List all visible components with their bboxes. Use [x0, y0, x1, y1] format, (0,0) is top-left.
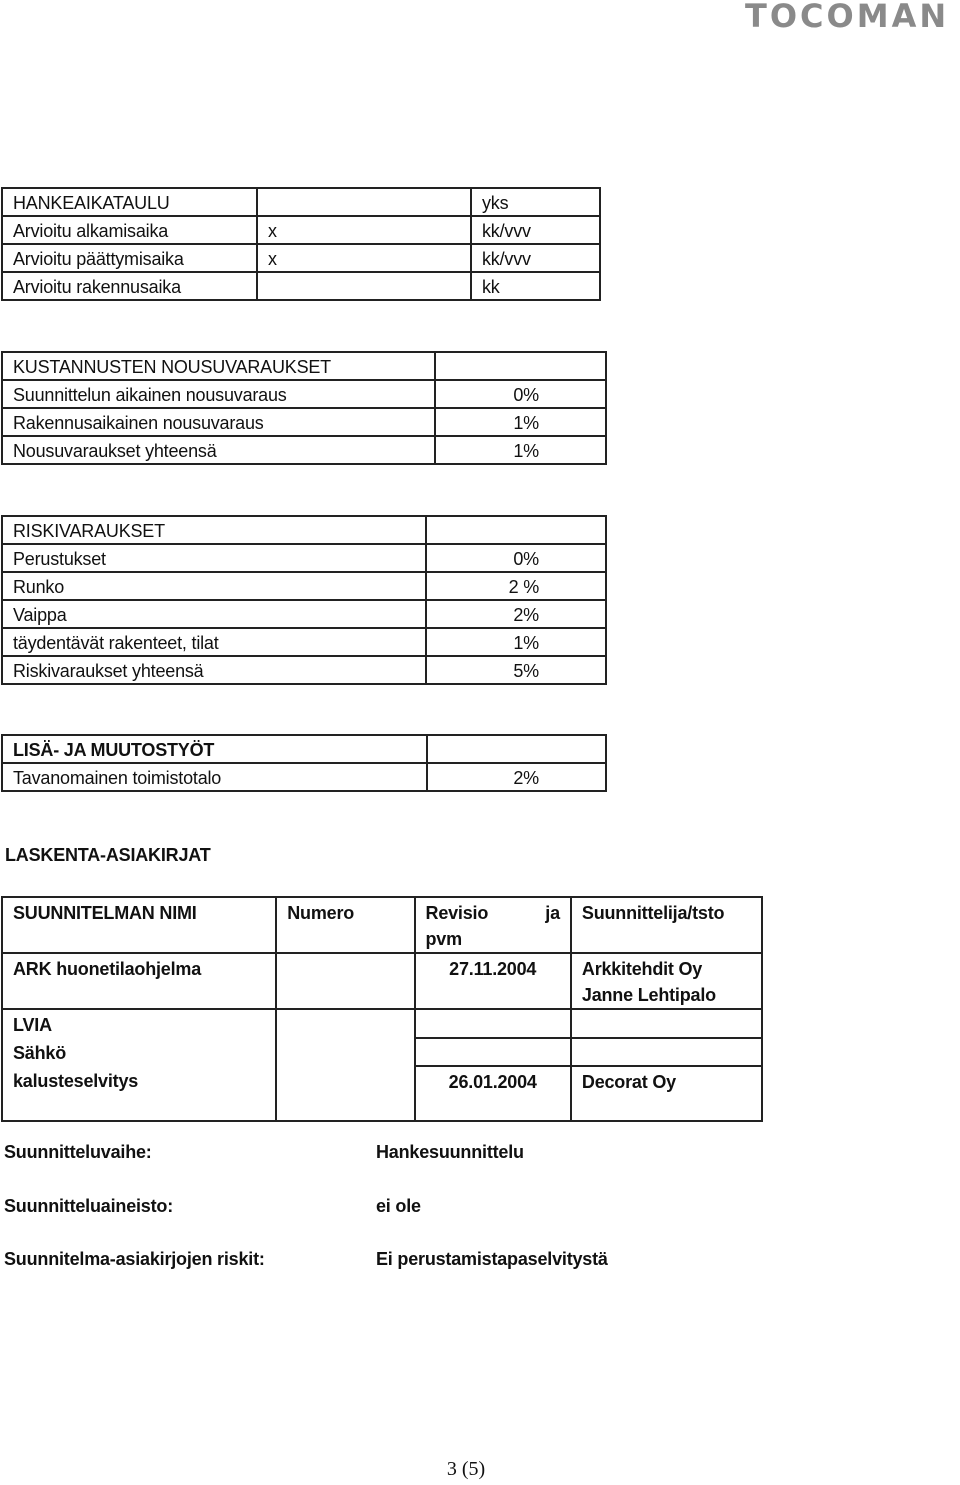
table-row	[2, 763, 606, 791]
info-row-risks	[4, 1249, 608, 1270]
table-cell: 0%	[435, 380, 606, 408]
table-row	[2, 572, 606, 600]
table-row	[2, 516, 606, 544]
document-name	[2, 1066, 276, 1121]
table-cell: 5%	[426, 656, 606, 684]
table-cell: HANKEAIKATAULU	[2, 188, 257, 216]
risk-reserves-section	[1, 515, 607, 685]
table-cell: 1%	[435, 436, 606, 464]
column-header-revision	[415, 897, 571, 953]
table-row	[2, 953, 762, 1009]
table-row	[2, 244, 600, 272]
table-row	[2, 628, 606, 656]
table-row	[2, 188, 600, 216]
table-cell: Vaippa	[2, 600, 426, 628]
info-label: Suunnitelma-asiakirjojen riskit:	[4, 1249, 265, 1269]
documents-table	[1, 896, 763, 1122]
document-name: LVIA	[2, 1009, 276, 1038]
table-row	[2, 436, 606, 464]
tocoman-logo	[745, 0, 960, 35]
info-label: Suunnitteluvaihe:	[4, 1142, 152, 1162]
table-row	[2, 1066, 762, 1121]
document-name-text: kalusteselvitys	[13, 1071, 139, 1091]
table-cell: x	[257, 216, 471, 244]
table-cell: 2 %	[426, 572, 606, 600]
table-row	[2, 544, 606, 572]
table-cell: 0%	[426, 544, 606, 572]
document-number	[276, 1038, 414, 1066]
document-revision	[415, 1038, 571, 1066]
document-name: Sähkö	[2, 1038, 276, 1066]
table-cell: 2%	[426, 600, 606, 628]
table-row	[2, 380, 606, 408]
info-value: Ei perustamistapaselvitystä	[376, 1249, 608, 1269]
page-number	[0, 1458, 960, 1481]
designer-line: Janne Lehtipalo	[581, 985, 716, 1005]
table-cell: 1%	[435, 408, 606, 436]
document-designer	[571, 953, 762, 1009]
table-row	[2, 272, 600, 300]
table-row	[2, 352, 606, 380]
document-number	[276, 1009, 414, 1038]
table-cell: Perustukset	[2, 544, 426, 572]
table-row	[2, 1038, 762, 1066]
table-row	[2, 600, 606, 628]
table-row	[2, 408, 606, 436]
document-designer	[571, 1038, 762, 1066]
table-header-row	[2, 897, 762, 953]
table-cell: Rakennusaikainen nousuvaraus	[2, 408, 435, 436]
table-cell: x	[257, 244, 471, 272]
table-cell: täydentävät rakenteet, tilat	[2, 628, 426, 656]
schedule-table	[1, 187, 601, 301]
section-title: LISÄ- JA MUUTOSTYÖT	[2, 735, 427, 763]
column-header-name: SUUNNITELMAN NIMI	[2, 897, 276, 953]
table-cell: Runko	[2, 572, 426, 600]
document-revision	[415, 1009, 571, 1038]
document-revision: 26.01.2004	[415, 1066, 571, 1121]
table-cell: 2%	[427, 763, 606, 791]
extra-work-table	[1, 734, 607, 792]
section-title: KUSTANNUSTEN NOUSUVARAUKSET	[2, 352, 435, 380]
info-value: ei ole	[376, 1196, 421, 1216]
revision-header-word: pvm	[425, 929, 462, 949]
document-name	[2, 953, 276, 1009]
info-label: Suunnitteluaineisto:	[4, 1196, 173, 1216]
revision-header-line	[426, 900, 560, 926]
table-cell: kk/vvv	[471, 216, 600, 244]
table-cell: 1%	[426, 628, 606, 656]
table-cell	[435, 352, 606, 380]
page-number-text: 3 (5)	[446, 1458, 486, 1480]
table-cell: Arvioitu alkamisaika	[2, 216, 257, 244]
table-cell: Arvioitu päättymisaika	[2, 244, 257, 272]
column-header-designer: Suunnittelija/tsto	[571, 897, 762, 953]
table-cell: yks	[471, 188, 600, 216]
cost-reserves-table	[1, 351, 607, 465]
document-revision: 27.11.2004	[415, 953, 571, 1009]
documents-heading: LASKENTA-ASIAKIRJAT	[5, 845, 211, 865]
document-name-text: ARK huonetilaohjelma	[13, 959, 202, 979]
table-cell	[257, 188, 471, 216]
logo-text: TOCOMAN	[745, 0, 950, 35]
table-row	[2, 656, 606, 684]
revision-header-word: ja	[545, 903, 560, 923]
table-cell	[257, 272, 471, 300]
table-cell: Riskivaraukset yhteensä	[2, 656, 426, 684]
extra-work-section	[1, 734, 607, 792]
table-row	[2, 1009, 762, 1038]
cost-reserves-section	[1, 351, 607, 465]
table-row	[2, 735, 606, 763]
table-row	[2, 216, 600, 244]
table-cell	[427, 735, 606, 763]
table-cell: Suunnittelun aikainen nousuvaraus	[2, 380, 435, 408]
info-row-material	[4, 1196, 421, 1217]
table-cell: kk/vvv	[471, 244, 600, 272]
designer-line: Arkkitehdit Oy	[581, 959, 703, 979]
document-number	[276, 1066, 414, 1121]
revision-header-word: Revisio	[425, 903, 489, 923]
risk-reserves-table	[1, 515, 607, 685]
column-header-number: Numero	[276, 897, 414, 953]
document-designer: Decorat Oy	[571, 1066, 762, 1121]
section-title: RISKIVARAUKSET	[2, 516, 426, 544]
table-cell: Arvioitu rakennusaika	[2, 272, 257, 300]
table-cell: kk	[471, 272, 600, 300]
document-number	[276, 953, 414, 1009]
info-row-phase	[4, 1142, 524, 1163]
document-designer	[571, 1009, 762, 1038]
table-cell: Nousuvaraukset yhteensä	[2, 436, 435, 464]
table-cell: Tavanomainen toimistotalo	[2, 763, 427, 791]
table-cell	[426, 516, 606, 544]
info-value: Hankesuunnittelu	[376, 1142, 524, 1162]
